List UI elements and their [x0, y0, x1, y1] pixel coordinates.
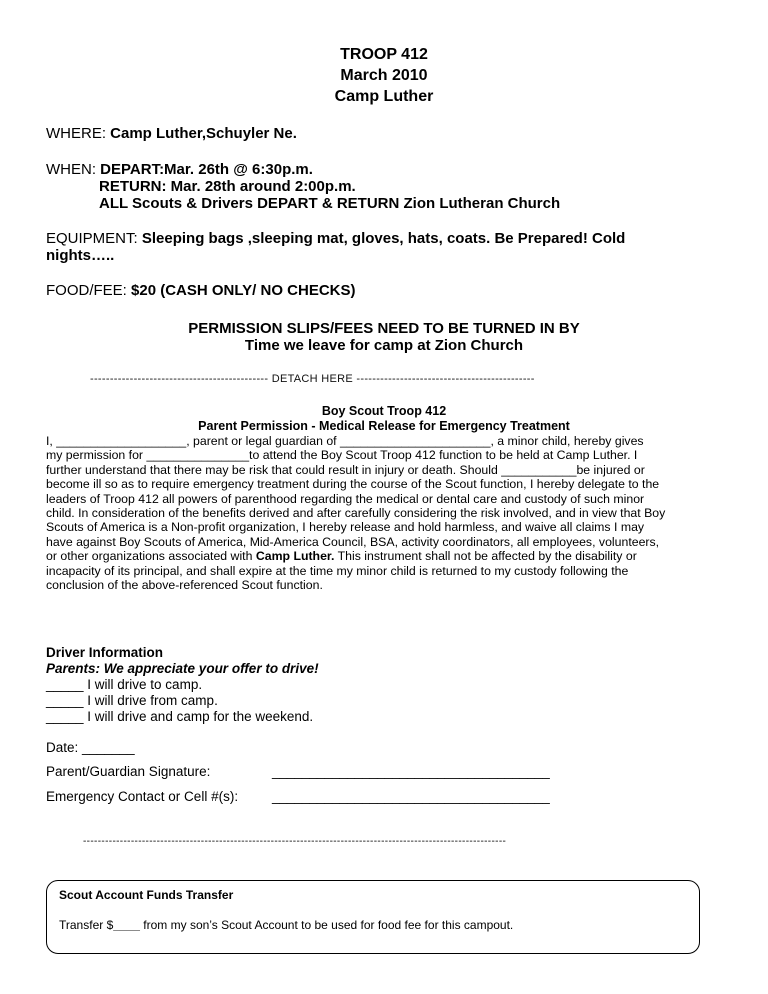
permission-line: conclusion of the above-referenced Scout function.	[46, 578, 323, 593]
driver-subheading: Parents: We appreciate your offer to drive!	[46, 661, 319, 676]
permission-body	[46, 434, 678, 592]
equipment-value: Sleeping bags ,sleeping mat, gloves, hats, coats. Be Prepared! Cold	[141, 230, 626, 247]
permission-line: my permission for _______________to attend the Boy Scout Troop 412 function to be held at Camp Luther. I	[46, 448, 638, 463]
funds-transfer-box	[46, 880, 700, 954]
funds-transfer-suffix: from my son’s Scout Account to be used for food fee for this campout.	[139, 918, 514, 932]
detach-dashes-left: ---------------------------------------------	[90, 373, 269, 385]
when-label: WHEN:	[46, 161, 96, 178]
funds-transfer-line	[59, 918, 513, 932]
equipment-label: EQUIPMENT:	[46, 230, 138, 247]
signature-line[interactable]: _____________________________________	[272, 764, 550, 779]
detach-label: DETACH HERE	[271, 373, 354, 385]
permission-line: or other organizations associated with Camp Luther. This instrument shall not be affected by the disability or	[46, 549, 637, 564]
date-field[interactable]: Date: _______	[46, 740, 135, 755]
funds-transfer-prefix: Transfer $	[59, 918, 114, 932]
notice-line1: PERMISSION SLIPS/FEES NEED TO BE TURNED IN BY	[188, 320, 580, 337]
permission-line: incapacity of its principal, and shall expire at the time my minor child is returned to my custody following the	[46, 563, 629, 578]
food-value: $20 (CASH ONLY/ NO CHECKS)	[131, 282, 356, 299]
detach-dashes-right: ---------------------------------------------	[356, 373, 535, 385]
food-line	[46, 282, 356, 300]
notice-line2: Time we leave for camp at Zion Church	[244, 337, 524, 354]
doc-title-location: Camp Luther	[334, 88, 434, 105]
driver-option-from-camp[interactable]: _____ I will drive from camp.	[46, 693, 218, 708]
permission-title: Boy Scout Troop 412	[321, 404, 447, 418]
where-value: Camp Luther,Schuyler Ne.	[110, 125, 297, 142]
permission-line: become ill so as to require emergency treatment during the course of the Scout function, I hereby delegate to the	[46, 477, 660, 492]
permission-line: I, ___________________, parent or legal guardian of ______________________, a minor child, hereby gives	[46, 434, 644, 448]
food-label: FOOD/FEE:	[46, 282, 127, 299]
when-all: ALL Scouts & Drivers DEPART & RETURN Zion Lutheran Church	[99, 195, 561, 212]
doc-title-troop: TROOP 412	[340, 46, 428, 63]
funds-transfer-amount-blank[interactable]: ____	[113, 918, 140, 932]
where-line	[46, 125, 297, 143]
when-depart: DEPART:Mar. 26th @ 6:30p.m.	[100, 161, 313, 178]
driver-heading: Driver Information	[46, 645, 164, 660]
permission-line: child. In consideration of the benefits derived and after carefully considering the risk involved, and in view that Boy	[46, 506, 666, 521]
driver-option-weekend[interactable]: _____ I will drive and camp for the weekend.	[46, 709, 314, 724]
permission-line: Scouts of America is a Non-profit organization, I hereby release and hold harmless, and waive all claims I may	[46, 520, 645, 535]
emergency-contact-label: Emergency Contact or Cell #(s):	[46, 789, 239, 804]
permission-line: have against Boy Scouts of America, Mid-America Council, BSA, activity coordinators, all employees, volunteers,	[46, 534, 660, 549]
equipment-line	[46, 230, 625, 248]
driver-option-to-camp[interactable]: _____ I will drive to camp.	[46, 677, 203, 692]
detach-divider	[90, 373, 535, 385]
when-line	[46, 161, 313, 179]
camp-name-emphasis: Camp Luther.	[255, 549, 335, 564]
permission-line: further understand that there may be risk that could result in injury or death. Should ___________be injured or	[46, 462, 645, 477]
emergency-contact-line[interactable]: _____________________________________	[272, 789, 550, 804]
doc-title-date: March 2010	[340, 67, 428, 84]
where-label: WHERE:	[46, 125, 106, 142]
permission-line: leaders of Troop 412 all powers of parenthood regarding the medical or dental care and custody of such minor	[46, 491, 645, 506]
when-return: RETURN: Mar. 28th around 2:00p.m.	[99, 178, 356, 195]
bottom-separator: -------------------------------------------------------------------------------------------------------------------	[83, 836, 507, 847]
signature-label: Parent/Guardian Signature:	[46, 764, 211, 779]
permission-subtitle: Parent Permission - Medical Release for Emergency Treatment	[198, 419, 570, 433]
funds-transfer-title: Scout Account Funds Transfer	[59, 888, 234, 902]
equipment-value-cont: nights…..	[46, 247, 115, 264]
